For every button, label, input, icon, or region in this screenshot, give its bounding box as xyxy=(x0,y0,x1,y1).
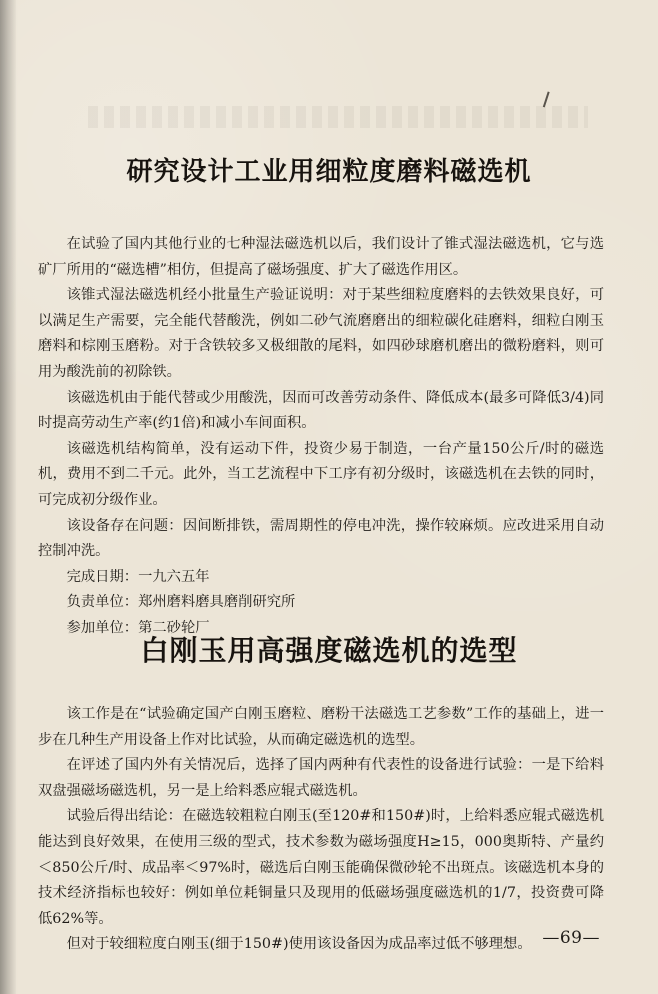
article-title-1: 研究设计工业用细粒度磨料磁选机 xyxy=(126,157,532,187)
show-through-text xyxy=(88,106,588,128)
article-title-2: 白刚玉用高强度磁选机的选型 xyxy=(140,634,518,667)
paragraph: 该锥式湿法磁选机经小批量生产验证说明：对于某些细粒度磨料的去铁效果良好，可以满足生产需要，完全能代替酸洗，例如二砂气流磨磨出的细粒碳化硅磨料，细粒白刚玉磨料和棕刚玉磨粉。对于含铁较多又极细散的尾料，如四砂球磨机磨出的微粉磨料，则可用为酸洗前的初除铁。 xyxy=(38,287,604,380)
paragraph: 在评述了国内外有关情况后，选择了国内两种有代表性的设备进行试验：一是下给料双盘强磁场磁选机，另一是上给料悉应辊式磁选机。 xyxy=(38,757,604,799)
paragraph: 该设备存在问题：因间断排铁，需周期性的停电冲洗，操作较麻烦。应改进采用自动控制冲洗。 xyxy=(38,517,604,560)
paragraph: 该磁选机由于能代替或少用酸洗，因而可改善劳动条件、降低成本(最多可降低3/4)同时提高劳动生产率(约1倍)和减小车间面积。 xyxy=(38,389,604,432)
completion-date: 完成日期：一九六五年 xyxy=(66,568,210,585)
paragraph: 试验后得出结论：在磁选较粗粒白刚玉(至120#和150#)时，上给料悉应辊式磁选机能达到良好效果，在使用三级的型式，技术参数为磁场强度H≥15，000奥斯特、产量约＜850公斤/时、成品率＜97%时，磁选后白刚玉能确保微砂轮不出斑点。该磁选机本身的技术经济指标也较好：例如单位耗铜量只及现用的低磁场强度磁选机的1/7，投资费可降低62%等。 xyxy=(38,808,604,927)
page-number: —69— xyxy=(542,928,600,948)
participating-unit: 参加单位：第二砂轮厂 xyxy=(66,619,210,636)
paragraph: 在试验了国内其他行业的七种湿法磁选机以后，我们设计了锥式湿法磁选机，它与选矿厂所用的“磁选槽”相仿，但提高了磁场强度、扩大了磁选作用区。 xyxy=(38,236,604,278)
paragraph: 但对于较细粒度白刚玉(细于150#)使用该设备因为成品率过低不够理想。 xyxy=(66,936,532,953)
binding-shadow xyxy=(0,0,16,994)
responsible-unit: 负责单位：郑州磨料磨具磨削研究所 xyxy=(66,594,296,611)
paragraph: 该工作是在“试验确定国产白刚玉磨粒、磨粉干法磁选工艺参数”工作的基础上，进一步在几种生产用设备上作对比试验，从而确定磁选机的选型。 xyxy=(38,706,604,748)
article-body-1 xyxy=(38,232,604,636)
paragraph: 该磁选机结构简单，没有运动下件，投资少易于制造，一台产量150公斤/时的磁选机，费用不到二千元。此外，当工艺流程中下工序有初分级时，该磁选机在去铁的同时，可完成初分级作业。 xyxy=(38,440,604,508)
